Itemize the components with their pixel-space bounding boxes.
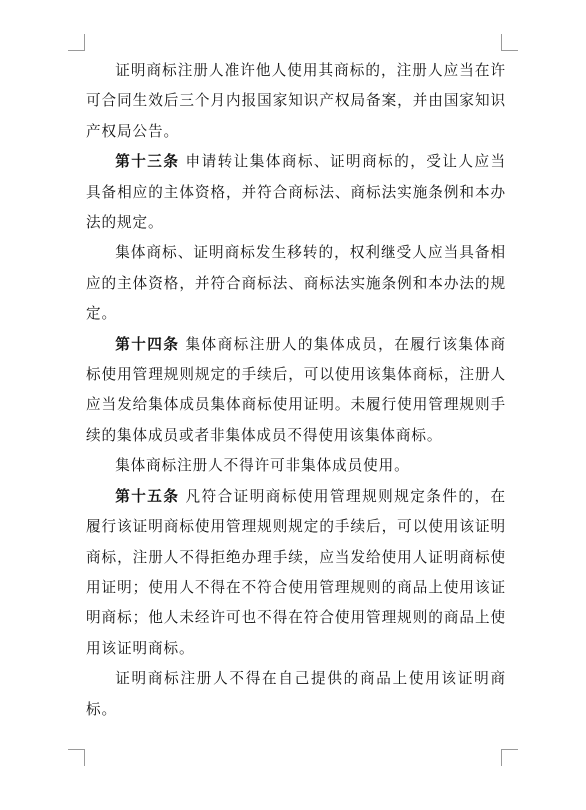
paragraph-text: 证明商标注册人准许他人使用其商标的，注册人应当在许可合同生效后三个月内报国家知识产权局备案，并由国家知识产权局公告。 xyxy=(86,62,506,140)
crop-mark-bottom-right xyxy=(501,749,518,766)
paragraph-article-13 xyxy=(86,147,506,238)
document-body xyxy=(86,56,506,725)
paragraph-article-14 xyxy=(86,330,506,452)
paragraph-text: 集体商标、证明商标发生移转的，权利继受人应当具备相应的主体资格，并符合商标法、商标法实施条例和本办法的规定。 xyxy=(86,244,506,323)
paragraph-text: 集体商标注册人不得许可非集体成员使用。 xyxy=(115,457,410,475)
crop-mark-top-right xyxy=(501,34,518,51)
article-heading-13: 第十三条 xyxy=(115,153,180,171)
paragraph-transfer xyxy=(86,238,506,329)
paragraph-collective-license xyxy=(86,451,506,481)
crop-mark-top-left xyxy=(68,34,85,51)
paragraph-article-15 xyxy=(86,482,506,664)
paragraph-own-goods xyxy=(86,664,506,725)
paragraph-text: 申请转让集体商标、证明商标的，受让人应当具备相应的主体资格，并符合商标法、商标法实施条例和本办法的规定。 xyxy=(86,153,506,232)
article-heading-15: 第十五条 xyxy=(115,487,180,505)
paragraph-text: 证明商标注册人不得在自己提供的商品上使用该证明商标。 xyxy=(86,670,506,718)
article-heading-14: 第十四条 xyxy=(115,335,180,353)
paragraph-text: 集体商标注册人的集体成员，在履行该集体商标使用管理规则规定的手续后，可以使用该集体商标，注册人应当发给集体成员集体商标使用证明。未履行使用管理规则手续的集体成员或者非集体成员不得使用该集体商标。 xyxy=(86,335,506,444)
crop-mark-bottom-left xyxy=(68,749,85,766)
paragraph-text: 凡符合证明商标使用管理规则规定条件的，在履行该证明商标使用管理规则规定的手续后，可以使用该证明商标，注册人不得拒绝办理手续，应当发给使用人证明商标使用证明；使用人不得在不符合使用管理规则的商品上使用该证明商标；他人未经许可也不得在符合使用管理规则的商品上使用该证明商标。 xyxy=(86,487,506,657)
paragraph-license-filing xyxy=(86,56,506,147)
